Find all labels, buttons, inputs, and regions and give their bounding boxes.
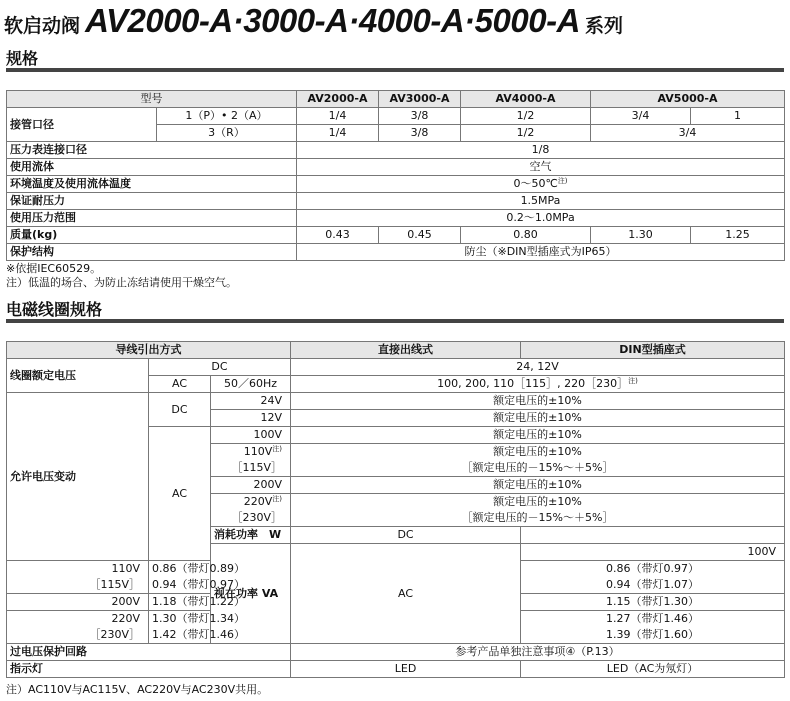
fluct-value: 额定电压的±10% (291, 494, 785, 511)
fluct-value: 额定电压的±10% (291, 410, 785, 427)
cell: 1/2 (461, 108, 591, 125)
lead-direct: 直接出线式 (291, 342, 521, 359)
rated-ac-label: AC (149, 376, 211, 393)
voltage-note-mark: 注) (272, 445, 283, 453)
model-av5000: AV5000-A (591, 91, 785, 108)
table-row (7, 91, 785, 108)
fluct-ac-label: AC (149, 427, 211, 561)
fluid-label: 使用流体 (7, 159, 297, 176)
apparent-direct: 0.86（带灯0.89） (149, 561, 211, 578)
port-r-label: 3（R） (157, 125, 297, 142)
gauge-value: 1/8 (297, 142, 785, 159)
model-av3000: AV3000-A (379, 91, 461, 108)
rated-dc-value: 24, 12V (291, 359, 785, 376)
fluct-dc-label: DC (149, 393, 211, 427)
port-label: 接管口径 (7, 108, 157, 142)
power-label: 消耗功率 W (211, 527, 291, 544)
rated-ac-value (291, 376, 785, 393)
voltage-note-mark: 注) (272, 495, 283, 503)
apparent-din: 1.39（带灯1.60） (521, 627, 785, 644)
spec-note-1: ※依据IEC60529。 (6, 262, 102, 275)
range-label: 使用压力范围 (7, 210, 297, 227)
apparent-direct: 1.18（带灯1.22） (149, 594, 211, 611)
page-title (4, 2, 623, 42)
fluct-value: 额定电压的±10% (291, 444, 785, 461)
voltage-110v: 110V (7, 561, 149, 578)
gauge-label: 压力表连接口径 (7, 142, 297, 159)
table-row (7, 159, 785, 176)
surge-label: 过电压保护回路 (7, 644, 291, 661)
apparent-din: 1.15（带灯1.30） (521, 594, 785, 611)
range-value: 0.2～1.0MPa (297, 210, 785, 227)
cell: 0.80 (461, 227, 591, 244)
voltage-24v: 24V (211, 393, 291, 410)
power-dc-label: DC (291, 527, 521, 544)
voltage-200v: 200V (211, 477, 291, 494)
cell: 1 (691, 108, 785, 125)
voltage-230v: ［230V］ (7, 627, 149, 644)
proof-value: 1.5MPa (297, 193, 785, 210)
indicator-label: 指示灯 (7, 661, 291, 678)
apparent-ac-label: AC (291, 544, 521, 644)
port-p-label: 1（P）• 2（A） (157, 108, 297, 125)
cell: 1.30 (591, 227, 691, 244)
title-prefix: 软启动阀 (4, 15, 81, 37)
table-row (7, 142, 785, 159)
proof-label: 保证耐压力 (7, 193, 297, 210)
cell: 3/8 (379, 125, 461, 142)
cell: 0.43 (297, 227, 379, 244)
spec-heading-rule (6, 68, 784, 72)
temp-note-mark: 注) (557, 177, 568, 185)
coil-heading: 电磁线圈规格 (6, 300, 103, 319)
temp-text: 0～50℃ (513, 177, 558, 190)
model-header: 型号 (7, 91, 297, 108)
voltage-220v: 220V (7, 611, 149, 628)
rated-ac-text: 100, 200, 110［115］, 220［230］ (437, 377, 629, 390)
table-row (7, 644, 785, 661)
table-row (7, 108, 785, 125)
apparent-din: 1.27（带灯1.46） (521, 611, 785, 628)
apparent-din: 0.94（带灯1.07） (521, 577, 785, 594)
table-row (7, 244, 785, 261)
table-row (7, 393, 785, 410)
table-row (7, 661, 785, 678)
enclosure-label: 保护结构 (7, 244, 297, 261)
voltage-230v: ［230V］ (211, 510, 291, 527)
voltage-220v-text: 220V (243, 495, 273, 508)
fluct-value: ［额定电压的－15%～＋5%］ (291, 510, 785, 527)
voltage-115v: ［115V］ (7, 577, 149, 594)
fluct-value: 额定电压的±10% (291, 477, 785, 494)
table-row (7, 227, 785, 244)
voltage-110v-text: 110V (243, 445, 273, 458)
spec-note-2: 注）低温的场合、为防止冻结请使用干燥空气。 (6, 276, 237, 289)
cell: 3/4 (591, 125, 785, 142)
rated-freq: 50／60Hz (211, 376, 291, 393)
table-row (7, 210, 785, 227)
surge-value: 参考产品单独注意事项④（P.13） (291, 644, 785, 661)
cell: 1.25 (691, 227, 785, 244)
apparent-label: 视在功率 VA (211, 544, 291, 644)
rated-label: 线圈额定电压 (7, 359, 149, 393)
title-models: AV2000-A·3000-A·4000-A·5000-A (85, 2, 580, 39)
voltage-12v: 12V (211, 410, 291, 427)
cell: 1/4 (297, 108, 379, 125)
model-av4000: AV4000-A (461, 91, 591, 108)
table-row (7, 359, 785, 376)
cell: 3/8 (379, 108, 461, 125)
mass-label: 质量(kg) (7, 227, 297, 244)
voltage-200v: 200V (7, 594, 149, 611)
apparent-din: 0.86（带灯0.97） (521, 561, 785, 578)
cell: 1/4 (297, 125, 379, 142)
cell: 0.45 (379, 227, 461, 244)
fluct-value: 额定电压的±10% (291, 427, 785, 444)
model-av2000: AV2000-A (297, 91, 379, 108)
voltage-100v: 100V (521, 544, 785, 561)
voltage-110v (211, 444, 291, 461)
cell: 3/4 (591, 108, 691, 125)
fluid-value: 空气 (297, 159, 785, 176)
lead-label: 导线引出方式 (7, 342, 291, 359)
table-row (7, 193, 785, 210)
apparent-direct: 0.94（带灯0.97） (149, 577, 211, 594)
indicator-direct: LED (291, 661, 521, 678)
voltage-220v (211, 494, 291, 511)
enclosure-value: 防尘（※DIN型插座式为IP65） (297, 244, 785, 261)
lead-din: DIN型插座式 (521, 342, 785, 359)
voltage-115v: ［115V］ (211, 460, 291, 477)
rated-ac-note-mark: 注) (628, 377, 638, 385)
fluct-value: 额定电压的±10% (291, 393, 785, 410)
apparent-direct: 1.42（带灯1.46） (149, 627, 211, 644)
fluct-value: ［额定电压的－15%～＋5%］ (291, 460, 785, 477)
coil-note: 注）AC110V与AC115V、AC220V与AC230V共用。 (6, 683, 269, 696)
title-suffix: 系列 (585, 15, 624, 37)
apparent-direct: 1.30（带灯1.34） (149, 611, 211, 628)
voltage-100v: 100V (211, 427, 291, 444)
rated-dc-label: DC (149, 359, 291, 376)
table-row (7, 176, 785, 193)
table-row (7, 342, 785, 359)
spec-table (6, 90, 785, 261)
temp-label: 环境温度及使用流体温度 (7, 176, 297, 193)
temp-value (297, 176, 785, 193)
spec-heading: 规格 (6, 49, 39, 68)
indicator-din: LED（AC为氖灯） (521, 661, 785, 678)
coil-heading-rule (6, 319, 784, 323)
power-blank (521, 527, 785, 544)
coil-table (6, 341, 785, 678)
fluct-label: 允许电压变动 (7, 393, 149, 561)
cell: 1/2 (461, 125, 591, 142)
